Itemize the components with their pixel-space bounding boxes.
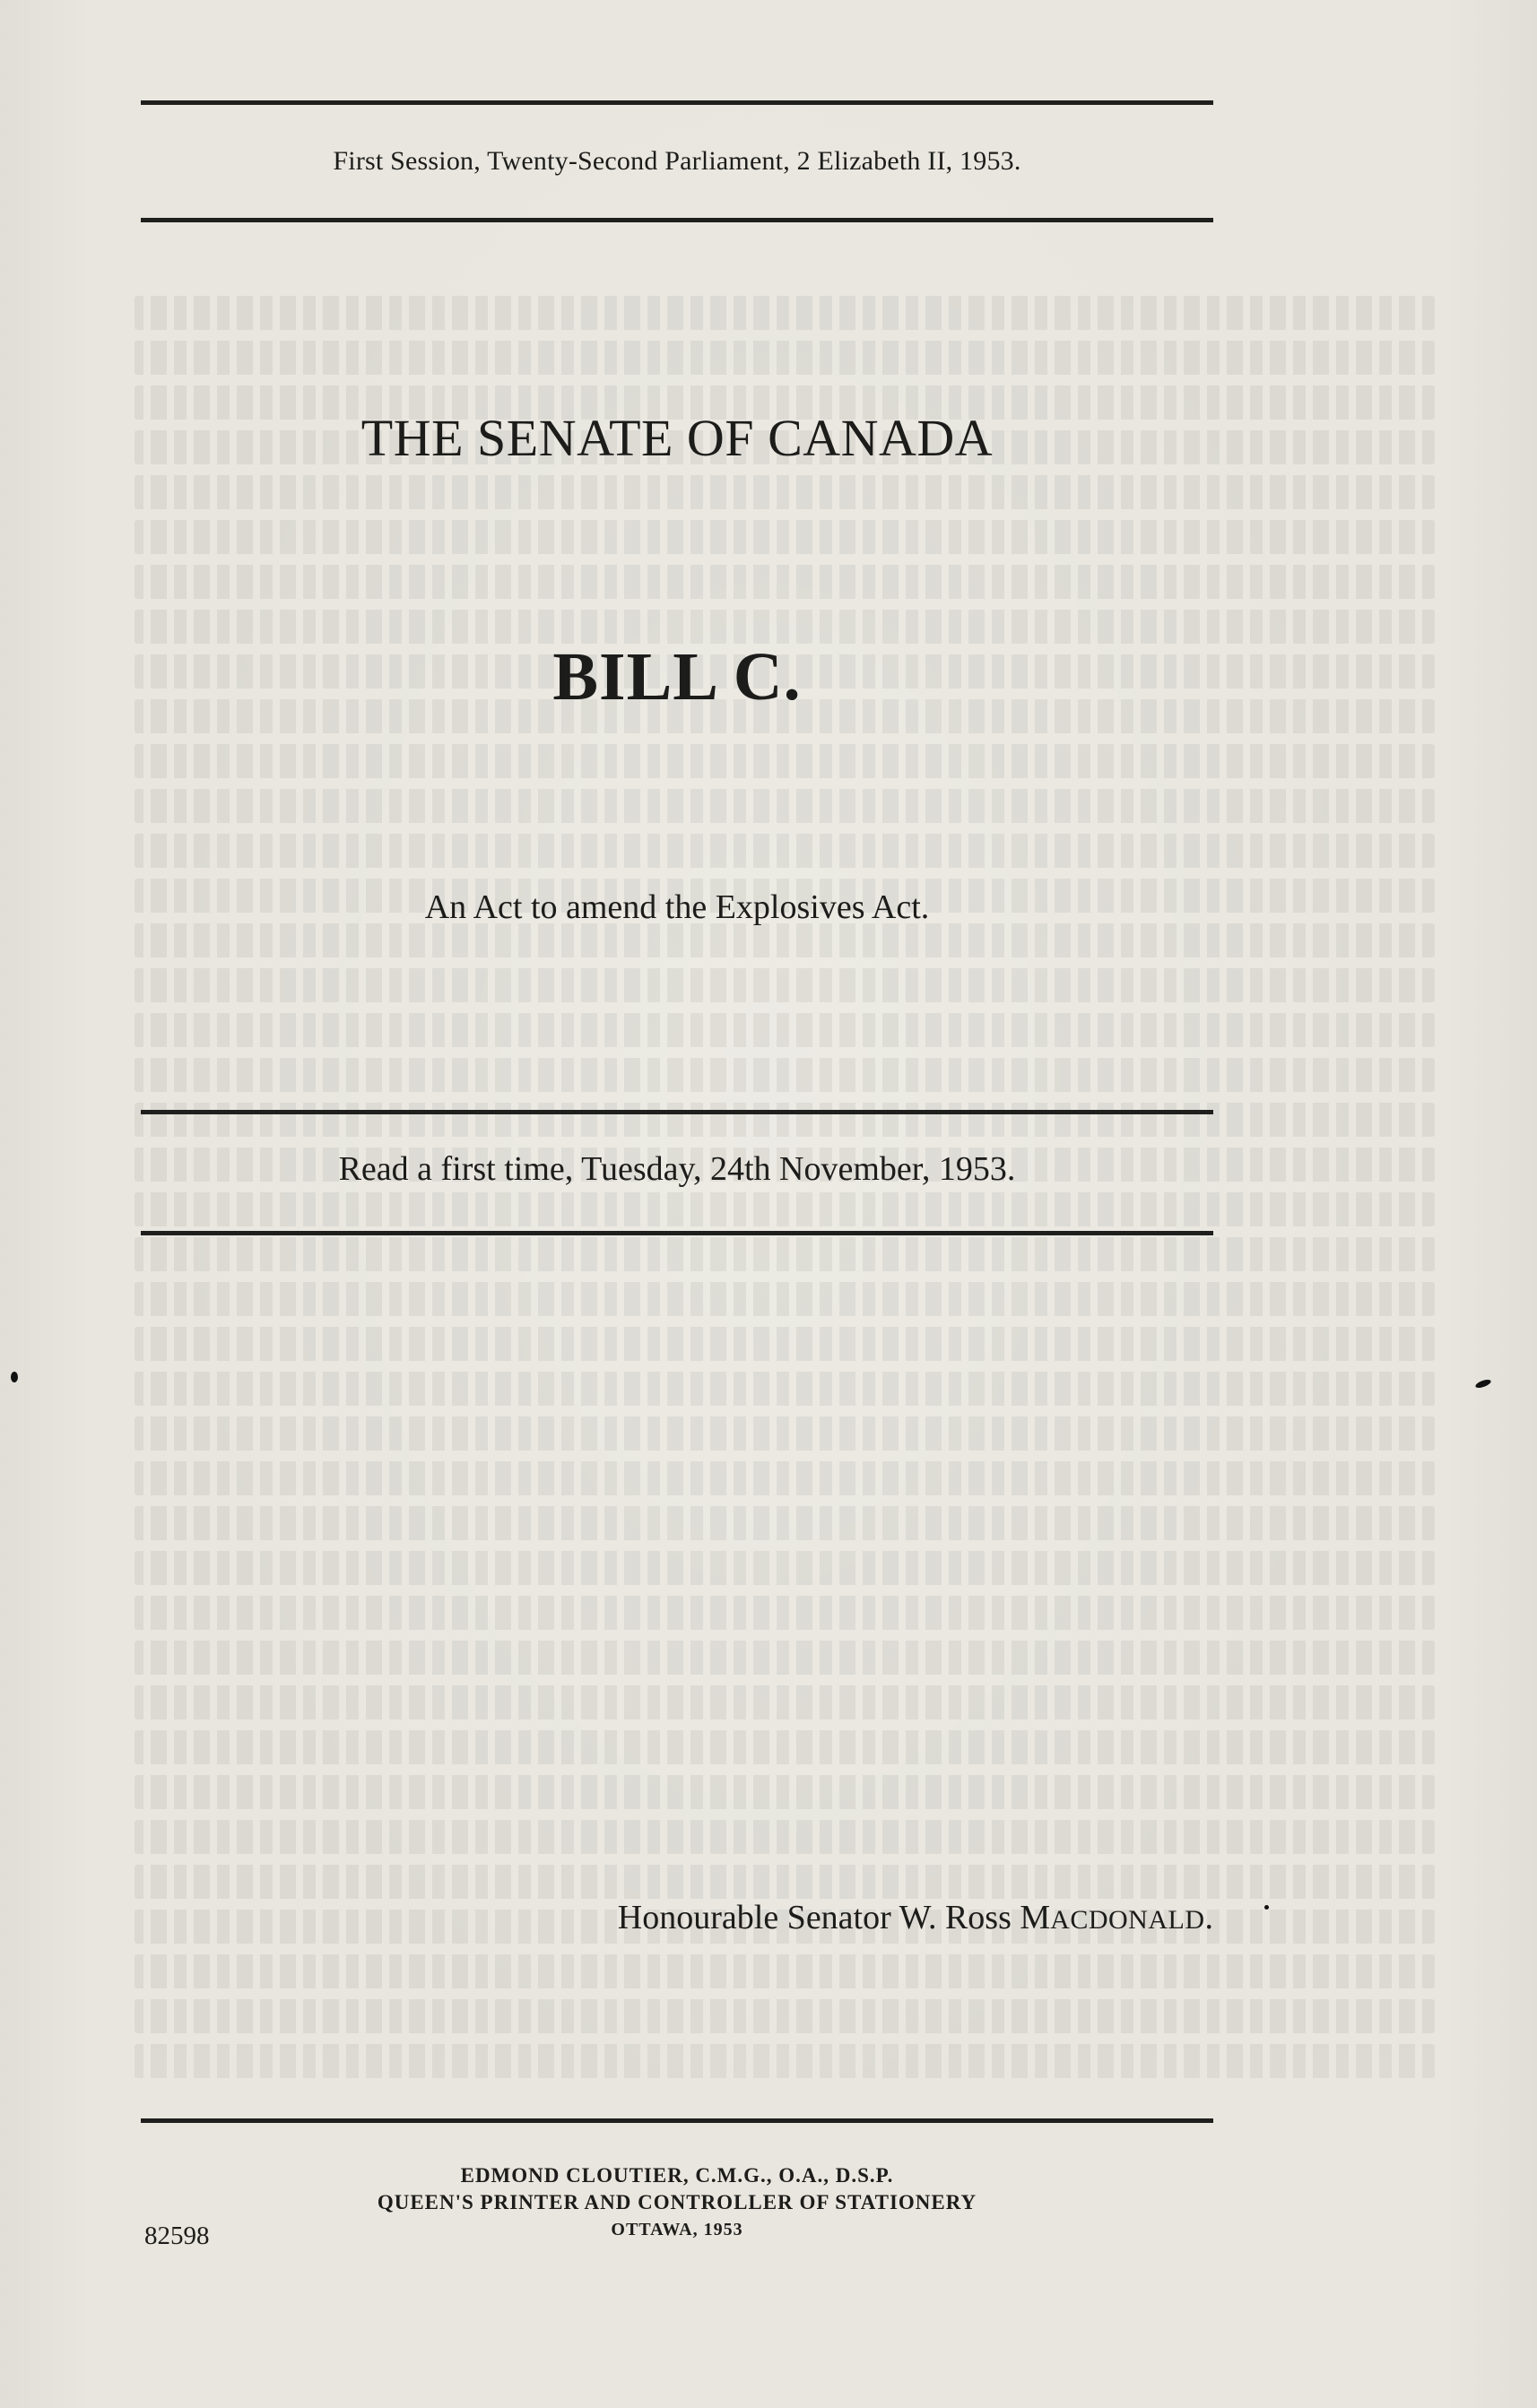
sponsor-prefix: Honourable Senator W. Ross (617, 1899, 1020, 1936)
session-line: First Session, Twenty-Second Parliament, 2 Elizabeth II, 1953. (333, 146, 1021, 176)
bill-title: BILL C. (552, 639, 802, 715)
reading-top-rule (141, 1110, 1213, 1114)
first-reading-line: Read a first time, Tuesday, 24th November, 1953. (338, 1150, 1016, 1188)
document-number: 82598 (144, 2222, 210, 2250)
printer-imprint (141, 2162, 1213, 2243)
paper-speck (11, 1372, 18, 1382)
printer-city: OTTAWA, 1953 (611, 2220, 743, 2239)
reading-bottom-rule (141, 1231, 1213, 1235)
sponsor-surname-smallcaps: ACDONALD (1050, 1905, 1205, 1935)
header-bottom-rule (141, 218, 1213, 222)
sponsor-suffix: . (1204, 1899, 1213, 1936)
paper-speck (1264, 1905, 1269, 1910)
house-title: THE SENATE OF CANADA (360, 409, 994, 467)
printer-office: QUEEN'S PRINTER AND CONTROLLER OF STATIONERY (377, 2191, 977, 2213)
paper-speck (1474, 1378, 1491, 1390)
sponsor-line (618, 1898, 1213, 1937)
footer-top-rule (141, 2118, 1213, 2123)
sponsor-surname-initial: M (1020, 1899, 1051, 1936)
printer-name: EDMOND CLOUTIER, C.M.G., O.A., D.S.P. (460, 2164, 894, 2187)
act-title: An Act to amend the Explosives Act. (424, 888, 930, 926)
bleed-through-texture (135, 296, 1435, 2125)
top-rule (141, 100, 1213, 105)
